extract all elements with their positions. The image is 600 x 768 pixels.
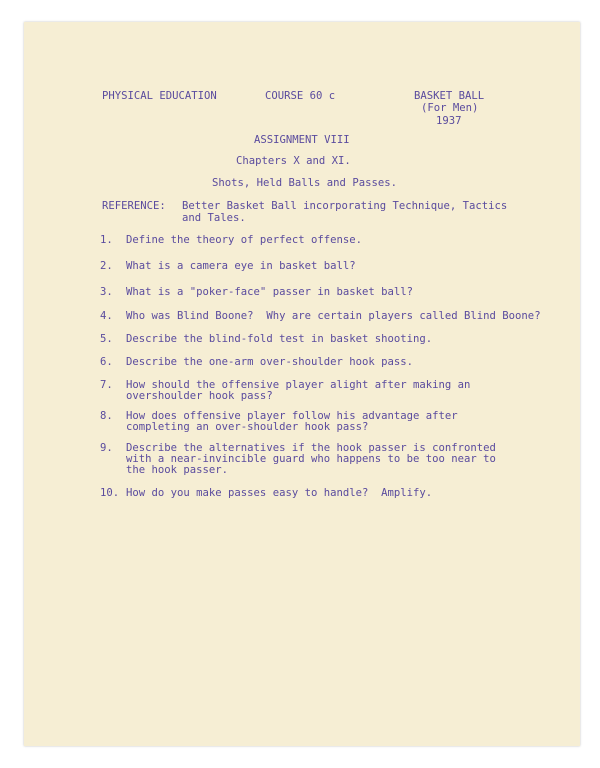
course-number: COURSE 60 c (265, 90, 336, 102)
question-number: 8. (100, 410, 113, 422)
question-text: How should the offensive player alight after making an (126, 379, 471, 391)
question-text: What is a "poker-face" passer in basket ball? (126, 286, 414, 298)
document-page (24, 22, 580, 746)
question-text: How do you make passes easy to handle? Amplify. (126, 487, 433, 499)
year-label: 1937 (436, 115, 462, 127)
question-number: 3. (100, 286, 113, 298)
question-number: 7. (100, 379, 113, 391)
question-text: with a near-invincible guard who happens to be too near to (126, 453, 496, 465)
reference-label: REFERENCE: (102, 200, 166, 212)
question-text: overshoulder hook pass? (126, 390, 273, 402)
question-text: How does offensive player follow his advantage after (126, 410, 458, 422)
subject-heading: BASKET BALL (414, 90, 485, 102)
question-number: 2. (100, 260, 113, 272)
question-text: What is a camera eye in basket ball? (126, 260, 356, 272)
assignment-title: ASSIGNMENT VIII (254, 134, 350, 146)
question-number: 4. (100, 310, 113, 322)
question-text: Describe the blind-fold test in basket shooting. (126, 333, 433, 345)
question-text: the hook passer. (126, 464, 229, 476)
question-text: completing an over-shoulder hook pass? (126, 421, 369, 433)
question-text: Describe the one-arm over-shoulder hook pass. (126, 356, 414, 368)
reference-text-line2: and Tales. (182, 212, 246, 224)
question-number: 6. (100, 356, 113, 368)
question-number: 1. (100, 234, 113, 246)
question-number: 9. (100, 442, 113, 454)
department-heading: PHYSICAL EDUCATION (102, 90, 217, 102)
subject-subheading: (For Men) (421, 102, 479, 114)
chapters-line: Chapters X and XI. (236, 155, 351, 167)
reference-text-line1: Better Basket Ball incorporating Technique, Tactics (182, 200, 508, 212)
question-text: Describe the alternatives if the hook passer is confronted (126, 442, 496, 454)
question-text: Define the theory of perfect offense. (126, 234, 362, 246)
question-text: Who was Blind Boone? Why are certain players called Blind Boone? (126, 310, 541, 322)
question-number: 5. (100, 333, 113, 345)
topic-line: Shots, Held Balls and Passes. (212, 177, 397, 189)
question-number: 10. (100, 487, 120, 499)
